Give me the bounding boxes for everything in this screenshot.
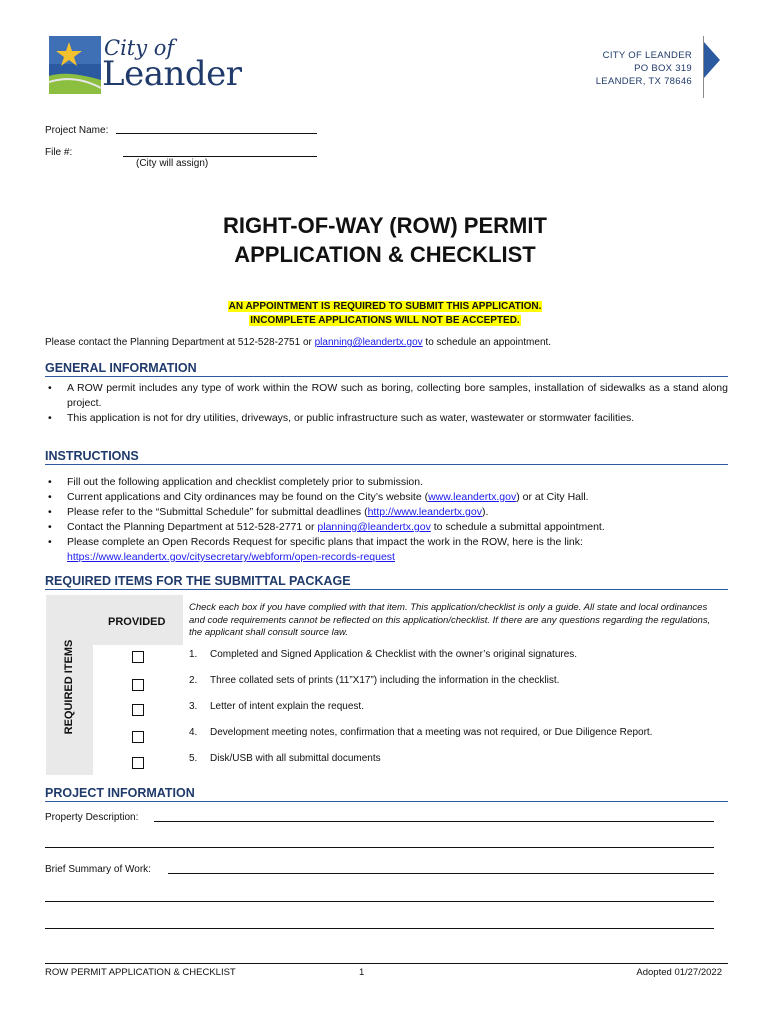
instruction-text: Contact the Planning Department at 512-528-2771 or	[67, 521, 318, 533]
item-3-number: 3.	[189, 701, 198, 712]
instructions-heading: INSTRUCTIONS	[45, 449, 728, 465]
work-summary-field[interactable]	[168, 873, 714, 874]
open-records-link[interactable]: https://www.leandertx.gov/citysecretary/webform/open-records-request	[67, 551, 395, 563]
instruction-text: to schedule a submittal appointment.	[430, 521, 605, 533]
file-number-field[interactable]	[123, 156, 317, 157]
appointment-notice	[0, 300, 770, 328]
file-number-note: (City will assign)	[136, 158, 209, 169]
header-arrow-icon	[704, 42, 720, 78]
instruction-text: Fill out the following application and checklist completely prior to submission.	[67, 476, 424, 488]
general-info-list	[45, 381, 728, 426]
instruction-text: Please refer to the “Submittal Schedule” for submittal deadlines (	[67, 506, 368, 518]
document-title	[0, 211, 770, 269]
list-item	[45, 520, 728, 535]
planning-email-link-2[interactable]: planning@leandertx.gov	[317, 521, 431, 533]
address-line-2: PO BOX 319	[634, 63, 692, 74]
item-2-checkbox[interactable]	[132, 679, 144, 691]
item-5-number: 5.	[189, 753, 198, 764]
contact-text	[45, 337, 551, 348]
instructions-list	[45, 475, 728, 565]
item-3-checkbox[interactable]	[132, 704, 144, 716]
provided-header: PROVIDED	[108, 616, 166, 628]
work-summary-label: Brief Summary of Work:	[45, 864, 151, 875]
planning-email-link[interactable]: planning@leandertx.gov	[314, 337, 423, 348]
work-summary-field-line-3[interactable]	[45, 928, 714, 929]
instruction-text: Current applications and City ordinances may be found on the City’s website (	[67, 491, 429, 503]
project-name-field[interactable]	[116, 133, 317, 134]
property-description-label: Property Description:	[45, 812, 139, 823]
submittal-schedule-link[interactable]: http://www.leandertx.gov	[367, 506, 482, 518]
property-description-field[interactable]	[154, 821, 714, 822]
item-2-number: 2.	[189, 675, 198, 686]
required-items-side-label: REQUIRED ITEMS	[63, 639, 75, 735]
logo-city-text: City of	[104, 36, 175, 60]
project-name-label: Project Name:	[45, 125, 109, 136]
item-4-text: Development meeting notes, confirmation that a meeting was not required, or Due Diligence Report.	[210, 727, 653, 738]
item-1-checkbox[interactable]	[132, 651, 144, 663]
logo-leander-text: Leander	[102, 54, 242, 94]
website-link[interactable]: www.leandertx.gov	[428, 491, 517, 503]
file-number-label: File #:	[45, 147, 73, 158]
item-4-number: 4.	[189, 727, 198, 738]
list-item	[45, 490, 728, 505]
item-5-text: Disk/USB with all submittal documents	[210, 753, 381, 764]
footer-title: ROW PERMIT APPLICATION & CHECKLIST	[45, 967, 236, 978]
item-1-text: Completed and Signed Application & Checklist with the owner’s original signatures.	[210, 649, 578, 660]
property-description-field-line-2[interactable]	[45, 847, 714, 848]
item-4-checkbox[interactable]	[132, 731, 144, 743]
title-line-2: APPLICATION & CHECKLIST	[234, 242, 536, 267]
checklist-instructions: Check each box if you have complied with that item. This application/checklist is only a guide. All state and local ordinances and code requirements cannot be reflected on this application/checklist. If there are any questions regarding the regulations, the applicant shall consult source law.	[189, 602, 711, 638]
instruction-text: ) or at City Hall.	[516, 491, 589, 503]
title-line-1: RIGHT-OF-WAY (ROW) PERMIT	[223, 213, 547, 238]
project-info-heading: PROJECT INFORMATION	[45, 786, 728, 802]
footer-page-number: 1	[359, 967, 365, 978]
required-items-heading: REQUIRED ITEMS FOR THE SUBMITTAL PACKAGE	[45, 574, 728, 590]
address-line-1: CITY OF LEANDER	[602, 50, 692, 61]
address-line-3: LEANDER, TX 78646	[595, 76, 692, 87]
instruction-text: ).	[481, 506, 489, 518]
city-address	[596, 49, 692, 88]
list-item	[45, 475, 728, 490]
item-3-text: Letter of intent explain the request.	[210, 701, 364, 712]
list-item: • This application is not for dry utilities, driveways, or public infrastructure such as water, wastewater or stormwater facilities.	[45, 411, 728, 426]
item-5-checkbox[interactable]	[132, 757, 144, 769]
contact-text-before: Please contact the Planning Department at 512-528-2751 or	[45, 337, 315, 348]
list-item: • A ROW permit includes any type of work within the ROW such as boring, collecting bore samples, installation of sidewalks as a stand along project.	[45, 381, 728, 411]
instruction-text: Please complete an Open Records Request for specific plans that impact the work in the ROW, here is the link:	[67, 536, 583, 548]
contact-text-after: to schedule an appointment.	[422, 337, 552, 348]
footer-divider	[45, 963, 728, 964]
general-info-heading: GENERAL INFORMATION	[45, 361, 728, 377]
list-item	[45, 535, 728, 565]
list-item	[45, 505, 728, 520]
item-2-text: Three collated sets of prints (11”X17”) including the information in the checklist.	[210, 675, 560, 686]
required-items-table	[46, 595, 728, 775]
notice-line-1: AN APPOINTMENT IS REQUIRED TO SUBMIT THIS APPLICATION.	[228, 301, 542, 312]
item-1-number: 1.	[189, 649, 198, 660]
footer-adopted-date: Adopted 01/27/2022	[636, 967, 722, 978]
work-summary-field-line-2[interactable]	[45, 901, 714, 902]
notice-line-2: INCOMPLETE APPLICATIONS WILL NOT BE ACCEPTED.	[250, 315, 520, 326]
